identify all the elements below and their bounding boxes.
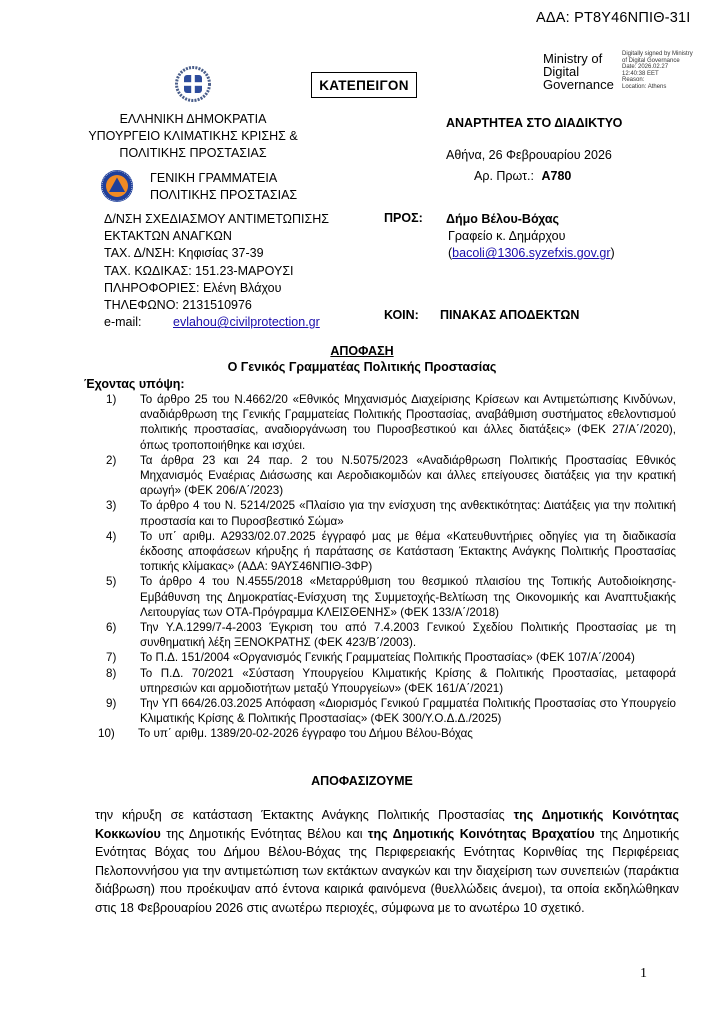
- urgent-label: ΚΑΤΕΠΕΙΓΟΝ: [311, 72, 417, 98]
- item-number: 4): [106, 529, 117, 543]
- list-item: [104, 453, 676, 499]
- signature-line: Date: 2026.02.27: [622, 64, 669, 70]
- body-text: της Δημοτικής Ενότητας Βέλου και: [160, 826, 368, 841]
- signature-ministry: [543, 52, 614, 91]
- sender-line: ΤΑΧ. Δ/ΝΣΗ: Κηφισίας 37-39: [104, 246, 264, 261]
- list-item: [104, 529, 676, 575]
- item-text: Το υπ΄ αριθμ. 1389/20-02-2026 έγγραφο του Δήμου Βέλου-Βόχας: [138, 727, 473, 741]
- document-date: Αθήνα, 26 Φεβρουαρίου 2026: [446, 148, 612, 162]
- paren-open: (: [448, 246, 453, 261]
- recipient-email-row: [446, 245, 615, 262]
- paren-close: ): [610, 246, 615, 261]
- sender-info: [104, 211, 329, 331]
- item-number: 1): [106, 393, 117, 406]
- signature-details: [622, 51, 693, 90]
- item-number: 7): [106, 651, 117, 665]
- sender-email-row: [104, 314, 329, 331]
- header-line: ΕΛΛΗΝΙΚΗ ΔΗΜΟΚΡΑΤΙΑ: [119, 112, 267, 126]
- recipient-email-link[interactable]: bacoli@1306.syzefxis.gov.gr: [452, 246, 611, 261]
- body-text: την κήρυξη σε κατάσταση Έκτακτης Ανάγκης Πολιτικής Προστασίας: [95, 808, 514, 822]
- considerations-list: [98, 392, 676, 742]
- recipient-name: Δήμο Βέλου-Βόχας: [446, 212, 560, 226]
- body-bold-text: της Δημοτικής Κοινότητας Βραχατίου: [367, 826, 595, 841]
- sender-line: ΕΚΤΑΚΤΩΝ ΑΝΑΓΚΩΝ: [104, 229, 232, 244]
- greek-coat-of-arms-icon: [175, 66, 211, 102]
- ministry-line: Digital: [543, 64, 580, 79]
- item-text: Το άρθρο 25 του Ν.4662/20 «Εθνικός Μηχανισμός Διαχείρισης Κρίσεων και Αντιμετώπισης Κινδύνων, αναδιάρθρωση της Γενικής Γραμματείας Πολιτικής Προστασίας, αναβάθμιση συστήματος εθελοντισμού πολιτικής προστασίας, αναδιοργάνωση του Πυροσβεστικού και άλλες διατάξεις» (ΦΕΚ 27/Α΄/2020), όπως τροποποιήθηκε και ισχύει.: [140, 393, 676, 452]
- item-number: 9): [106, 697, 117, 711]
- secretariat-line: ΠΟΛΙΤΙΚΗΣ ΠΡΟΣΤΑΣΙΑΣ: [150, 188, 298, 202]
- body-bold-text: της Δημοτικής Κοινότητας Κοκκωνίου: [95, 808, 679, 841]
- decision-body: [95, 806, 679, 918]
- ministry-line: Governance: [543, 77, 614, 92]
- general-secretariat: [150, 170, 297, 204]
- list-item: [104, 574, 676, 620]
- to-label: ΠΡΟΣ:: [384, 211, 423, 225]
- signature-line: Digitally signed by Ministry: [622, 51, 693, 57]
- list-item: [104, 666, 676, 696]
- signature-line: 12:40:38 EET: [622, 70, 659, 77]
- protocol-number: [474, 169, 571, 183]
- page-number: 1: [640, 966, 647, 981]
- signature-line: of Digital Governance: [622, 57, 680, 64]
- sender-email-link[interactable]: evlahou@civilprotection.gr: [173, 315, 320, 330]
- item-number: 3): [106, 499, 117, 513]
- list-item: [104, 498, 676, 528]
- item-text: Την ΥΠ 664/26.03.2025 Απόφαση «Διορισμός Γενικού Γραμματέα Πολιτικής Προστασίας στο Υπουργείο Κλιματικής Κρίσης & Πολιτικής Προστασίας» (ΦΕΚ 300/Υ.Ο.Δ.Δ./2025): [140, 697, 676, 726]
- item-text: Το Π.Δ. 70/2021 «Σύσταση Υπουργείου Κλιματικής Κρίσης & Πολιτικής Προστασίας, μεταφορά υπηρεσιών και αρμοδιοτήτων μεταξύ Υπουργείων» (ΦΕΚ 161/Α΄/2021): [140, 666, 676, 695]
- protocol-value: Α780: [541, 169, 572, 183]
- list-item: [104, 696, 676, 726]
- item-text: Τα άρθρα 23 και 24 παρ. 2 του Ν.5075/2023 «Αναδιάρθρωση Πολιτικής Προστασίας Εθνικός Μηχανισμός Εναέριας Διάσωσης και Αεροδιακομιδών και άλλες επείγουσες διατάξεις για την κρατική αρωγή» (ΦΕΚ 206/Α΄/2023): [140, 453, 676, 498]
- item-text: Το άρθρο 4 του Ν.4555/2018 «Μεταρρύθμιση του θεσμικού πλαισίου της Τοπικής Αυτοδιοίκησης-Εμβάθυνση της Δημοκρατίας-Ενίσχυση της Συμμετοχής-Βελτίωση της Οικονομικής και Αναπτυξιακής Λειτουργίας των ΟΤΑ-Πρόγραμμα ΚΛΕΙΣΘΕΝΗΣ» (ΦΕΚ 133/Α΄/2018): [140, 575, 676, 619]
- signature-line: Location: Athens: [622, 83, 667, 90]
- item-text: Την Υ.Α.1299/7-4-2003 Έγκριση του από 7.4.2003 Γενικού Σχεδίου Πολιτικής Προστασίας με τη συνθηματική λέξη ΞΕΝΟΚΡΑΤΗΣ (ΦΕΚ 423/Β΄/2003).: [140, 621, 676, 650]
- protocol-label: Αρ. Πρωτ.:: [474, 169, 534, 183]
- civil-protection-logo-icon: [100, 169, 134, 203]
- sender-line: ΤΗΛΕΦΩΝΟ: 2131510976: [104, 298, 252, 313]
- sender-line: ΠΛΗΡΟΦΟΡΙΕΣ: Ελένη Βλάχου: [104, 280, 282, 295]
- post-online-label: ΑΝΑΡΤΗΤΕΑ ΣΤΟ ΔΙΑΔΙΚΤΥΟ: [446, 116, 623, 130]
- ada-code: ΑΔΑ: ΡΤ8Υ46ΝΠΙΘ-31Ι: [536, 10, 691, 26]
- item-text: Το υπ΄ αριθμ. Α2933/02.07.2025 έγγραφό μας με θέμα «Κατευθυντήριες οδηγίες για τη διαδικασία έκδοσης αποφάσεων κήρυξης ή παράτασης σε Κατάσταση Έκτακτης Ανάγκης Πολιτικής Προστασίας τοπικής κλίμακας» (ΑΔΑ: 9ΑΥΣ46ΝΠΙΘ-3ΦΡ): [140, 529, 676, 574]
- cc-value: ΠΙΝΑΚΑΣ ΑΠΟΔΕΚΤΩΝ: [440, 308, 580, 322]
- item-number: 2): [106, 453, 117, 467]
- ministry-line: Ministry of: [543, 51, 603, 66]
- recipient-office: Γραφείο κ. Δημάρχου: [448, 229, 566, 244]
- item-number: 5): [106, 575, 117, 589]
- item-number: 6): [106, 621, 117, 635]
- ministry-header: [88, 111, 298, 162]
- body-text: της Δημοτικής Ενότητας Βόχας του Δήμου Βέλου-Βόχας της Περιφερειακής Ενότητας Κορινθίας της Περιφέρειας Πελοποννήσου για την αντιμετώπιση των εκτάκτων αναγκών και την διαχείριση των συνεπειών (παράκτια διάβρωση) που προέκυψαν από έντονα καιρικά φαινόμενα (θυελλώδεις άνεμοι), τα οποία εκδηλώθηκαν στις 18 Φεβρουαρίου 2026 στις ανωτέρω περιοχές, σύμφωνα με το ανωτέρω 10 σχετικό.: [95, 826, 680, 915]
- secretariat-line: ΓΕΝΙΚΗ ΓΡΑΜΜΑΤΕΙΑ: [150, 171, 278, 185]
- list-item: [98, 726, 676, 741]
- header-line: ΥΠΟΥΡΓΕΙΟ ΚΛΙΜΑΤΙΚΗΣ ΚΡΙΣΗΣ &: [88, 129, 298, 143]
- sender-line: ΤΑΧ. ΚΩΔΙΚΑΣ: 151.23-ΜΑΡΟΥΣΙ: [104, 263, 294, 278]
- decide-heading: ΑΠΟΦΑΣΙΖΟΥΜΕ: [311, 774, 413, 788]
- item-text: Το άρθρο 4 του Ν. 5214/2025 «Πλαίσιο για την ενίσχυση της ανθεκτικότητας: Διατάξεις για την πολιτική προστασία και το Πυροσβεστικό Σώμα»: [140, 499, 676, 528]
- sender-line: Δ/ΝΣΗ ΣΧΕΔΙΑΣΜΟΥ ΑΝΤΙΜΕΤΩΠΙΣΗΣ: [104, 212, 329, 226]
- item-number: 8): [106, 666, 117, 680]
- considering-label: Έχοντας υπόψη:: [84, 377, 185, 391]
- header-line: ΠΟΛΙΤΙΚΗΣ ΠΡΟΣΤΑΣΙΑΣ: [119, 146, 267, 160]
- decision-subtitle: Ο Γενικός Γραμματέας Πολιτικής Προστασίας: [227, 360, 497, 374]
- list-item: [104, 392, 676, 453]
- decision-title: ΑΠΟΦΑΣΗ: [330, 344, 394, 358]
- recipient-block: [446, 211, 615, 263]
- list-item: [104, 650, 676, 665]
- item-text: Το Π.Δ. 151/2004 «Οργανισμός Γενικής Γραμματείας Πολιτικής Προστασίας» (ΦΕΚ 107/Α΄/2004): [140, 651, 635, 665]
- item-number: 10): [98, 727, 115, 741]
- signature-line: Reason:: [622, 77, 645, 83]
- list-item: [104, 620, 676, 650]
- email-label: e-mail:: [104, 315, 142, 330]
- cc-label: ΚΟΙΝ:: [384, 308, 419, 322]
